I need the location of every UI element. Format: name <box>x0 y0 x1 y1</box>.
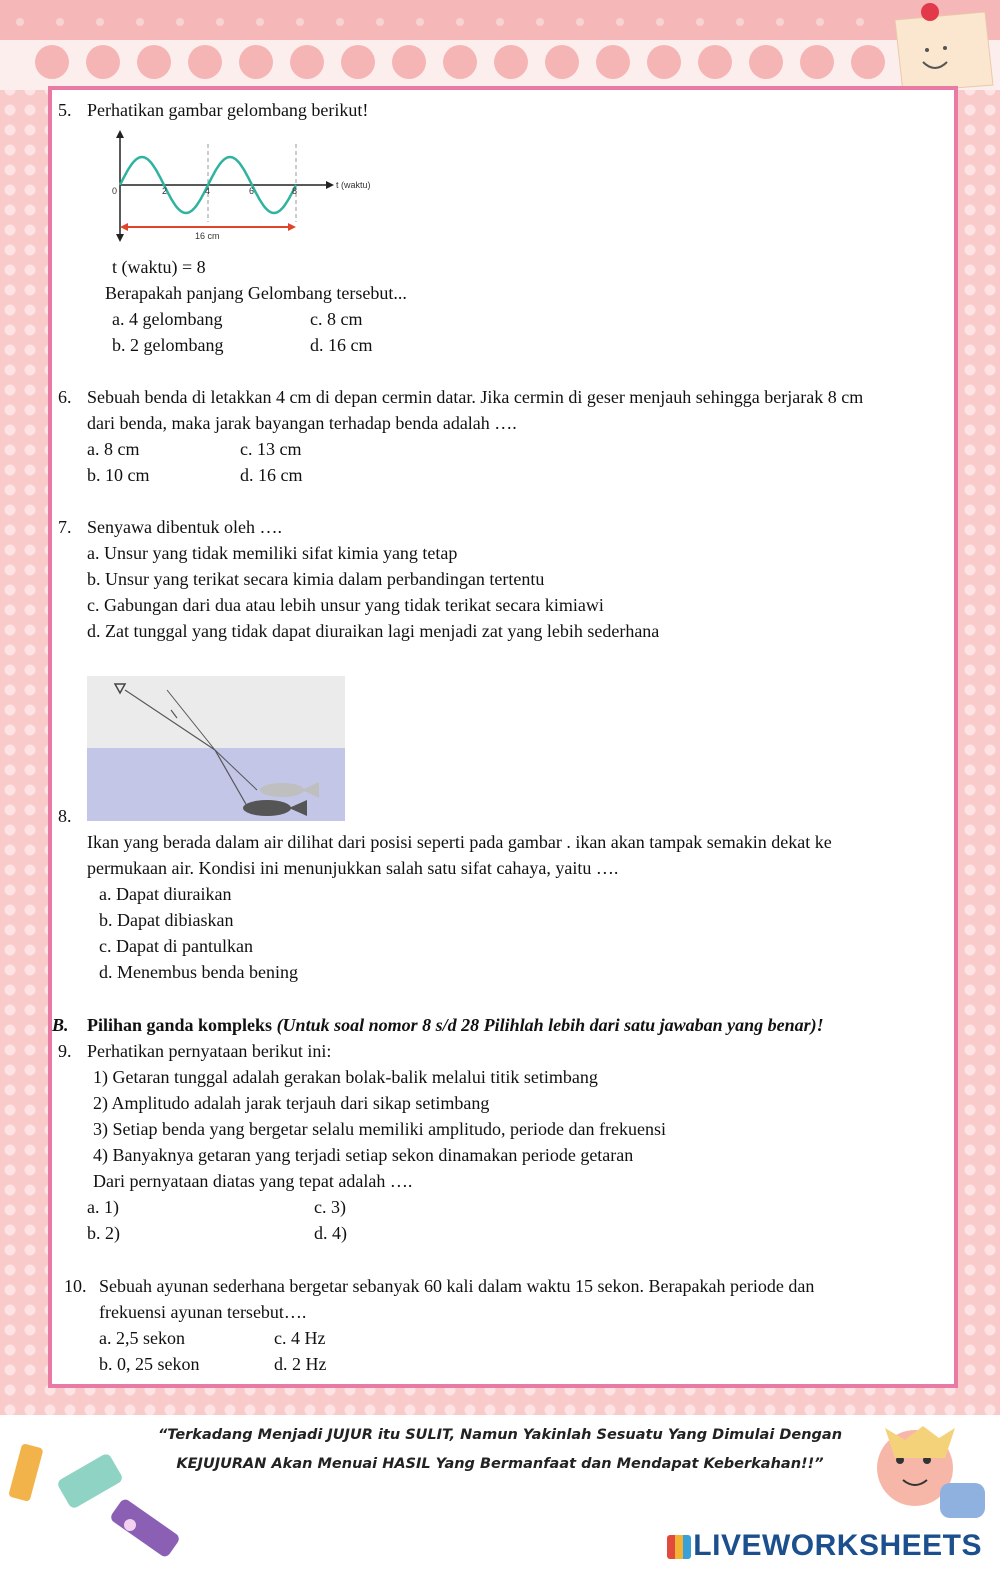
q7-option-b[interactable]: b. Unsur yang terikat secara kimia dalam perbandingan tertentu <box>87 569 545 589</box>
q7-option-d[interactable]: d. Zat tunggal yang tidak dapat diuraikan lagi menjadi zat yang lebih sederhana <box>87 621 660 641</box>
q9-number: 9. <box>58 1041 72 1061</box>
q9-option-a[interactable]: a. 1) <box>87 1197 119 1217</box>
q9-option-d[interactable]: d. 4) <box>314 1223 347 1243</box>
q8-number: 8. <box>58 806 72 826</box>
q7-text: Senyawa dibentuk oleh …. <box>87 517 282 537</box>
q10-number: 10. <box>64 1276 87 1296</box>
length-label: 16 cm <box>195 231 220 241</box>
q9-question: Dari pernyataan diatas yang tepat adalah …. <box>93 1171 413 1191</box>
refraction-illustration <box>87 676 345 821</box>
q9-statement-3: 3) Setiap benda yang bergetar selalu memiliki amplitudo, periode dan frekuensi <box>93 1119 666 1139</box>
tick-8: 8 <box>292 186 298 196</box>
q6-option-b[interactable]: b. 10 cm <box>87 465 150 485</box>
q5-option-a[interactable]: a. 4 gelombang <box>112 309 223 329</box>
q10-option-a[interactable]: a. 2,5 sekon <box>99 1328 185 1348</box>
q6-option-c[interactable]: c. 13 cm <box>240 439 302 459</box>
q8-option-d[interactable]: d. Menembus benda bening <box>99 962 298 982</box>
q10-line1: Sebuah ayunan sederhana bergetar sebanyak 60 kali dalam waktu 15 sekon. Berapakah periode dan <box>99 1276 815 1296</box>
section-b-title: Pilihan ganda kompleks <box>87 1015 273 1035</box>
section-b-note: (Untuk soal nomor 8 s/d 28 Pilihlah lebih dari satu jawaban yang benar)! <box>276 1015 824 1035</box>
q9-statement-2: 2) Amplitudo adalah jarak terjauh dari sikap setimbang <box>93 1093 490 1113</box>
q5-option-b[interactable]: b. 2 gelombang <box>112 335 224 355</box>
liveworksheets-brand: LIVEWORKSHEETS <box>693 1529 982 1562</box>
liveworksheets-logo <box>667 1529 982 1563</box>
q5-question: Berapakah panjang Gelombang tersebut... <box>105 283 407 303</box>
q7-option-c[interactable]: c. Gabungan dari dua atau lebih unsur yang tidak terikat secara kimiawi <box>87 595 604 615</box>
q7-number: 7. <box>58 517 72 537</box>
q10-option-d[interactable]: d. 2 Hz <box>274 1354 327 1374</box>
q9-option-c[interactable]: c. 3) <box>314 1197 346 1217</box>
paint-tubes-decoration <box>0 1425 200 1571</box>
liveworksheets-logo-icon <box>667 1535 691 1559</box>
q5-option-d[interactable]: d. 16 cm <box>310 335 373 355</box>
q8-line2: permukaan air. Kondisi ini menunjukkan salah satu sifat cahaya, yaitu …. <box>87 858 619 878</box>
q8-option-a[interactable]: a. Dapat diuraikan <box>99 884 232 904</box>
q9-text: Perhatikan pernyataan berikut ini: <box>87 1041 332 1061</box>
cartoon-decoration <box>855 1398 1000 1528</box>
q6-number: 6. <box>58 387 72 407</box>
q8-option-b[interactable]: b. Dapat dibiaskan <box>99 910 234 930</box>
q5-text: Perhatikan gambar gelombang berikut! <box>87 100 369 120</box>
section-b-heading <box>87 1012 824 1038</box>
footer-quote-line2: KEJUJURAN Akan Menuai HASIL Yang Bermanfaat dan Mendapat Keberkahan!!” <box>176 1456 824 1472</box>
tick-2: 2 <box>162 186 168 196</box>
q5-number: 5. <box>58 100 72 120</box>
q8-line1: Ikan yang berada dalam air dilihat dari posisi seperti pada gambar . ikan akan tampak semakin dekat ke <box>87 832 832 852</box>
q9-statement-4: 4) Banyaknya getaran yang terjadi setiap sekon dinamakan periode getaran <box>93 1145 634 1165</box>
q5-option-c[interactable]: c. 8 cm <box>310 309 363 329</box>
q10-option-c[interactable]: c. 4 Hz <box>274 1328 326 1348</box>
q8-option-c[interactable]: c. Dapat di pantulkan <box>99 936 253 956</box>
tick-0: 0 <box>112 186 118 196</box>
q6-line1: Sebuah benda di letakkan 4 cm di depan cermin datar. Jika cermin di geser menjauh sehingga berjarak 8 cm <box>87 387 864 407</box>
tick-6: 6 <box>249 186 255 196</box>
axis-label-time: t (waktu) <box>336 180 371 190</box>
q6-option-d[interactable]: d. 16 cm <box>240 465 303 485</box>
q6-line2: dari benda, maka jarak bayangan terhadap benda adalah …. <box>87 413 517 433</box>
air-region <box>87 676 345 748</box>
q10-line2: frekuensi ayunan tersebut…. <box>99 1302 307 1322</box>
scalloped-top-border <box>0 0 1000 90</box>
q7-option-a[interactable]: a. Unsur yang tidak memiliki sifat kimia yang tetap <box>87 543 458 563</box>
wave-graph <box>108 130 383 242</box>
sticky-note-decoration <box>885 0 1000 100</box>
q10-option-b[interactable]: b. 0, 25 sekon <box>99 1354 200 1374</box>
footer-quote-line1: “Terkadang Menjadi JUJUR itu SULIT, Namun Yakinlah Sesuatu Yang Dimulai Dengan <box>157 1427 843 1443</box>
q9-statement-1: 1) Getaran tunggal adalah gerakan bolak-balik melalui titik setimbang <box>93 1067 598 1087</box>
section-b-letter: B. <box>52 1015 69 1035</box>
q5-given: t (waktu) = 8 <box>112 257 206 277</box>
q6-option-a[interactable]: a. 8 cm <box>87 439 140 459</box>
tick-4: 4 <box>205 186 211 196</box>
q9-option-b[interactable]: b. 2) <box>87 1223 120 1243</box>
